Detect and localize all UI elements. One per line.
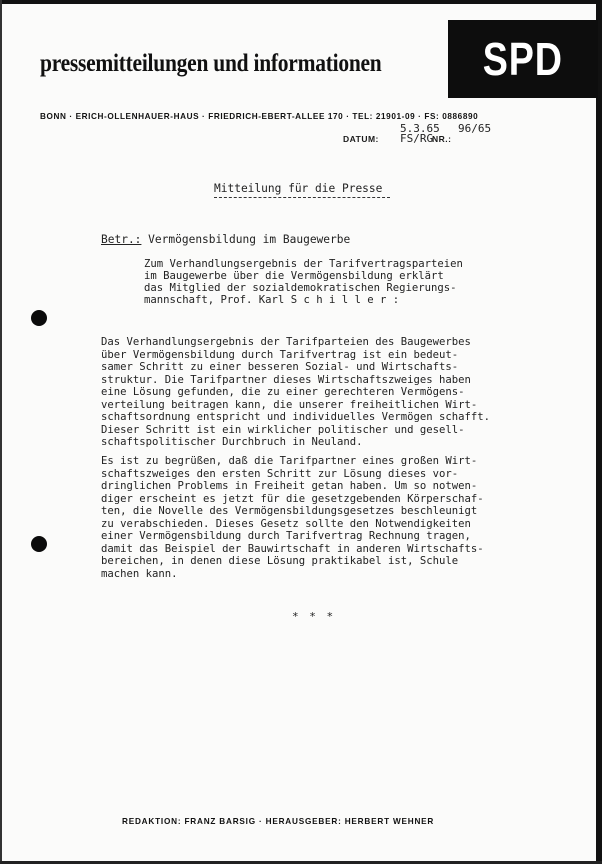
paragraph-line: samer Schritt zu einer besseren Sozial- und Wirtschafts- — [101, 361, 459, 373]
date-label: DATUM: — [343, 134, 379, 144]
closing-mark: * * * — [292, 610, 336, 623]
paragraph-line: schaftszweiges den ersten Schritt zur Lösung dieses vor- — [101, 467, 459, 480]
paragraph-line: zu verabschieden. Dieses Gesetz sollte den Notwendigkeiten — [101, 517, 471, 530]
heading-underline — [214, 197, 390, 198]
number-label: NR.: — [432, 134, 452, 144]
paragraph-line: eine Lösung gefunden, die zu einer gerechteren Vermögens- — [101, 386, 465, 398]
lead-line: Zum Verhandlungsergebnis der Tarifvertragsparteien — [144, 258, 463, 270]
masthead-title: pressemitteilungen und informationen — [40, 50, 382, 77]
paragraph-line: dringlichen Problems in Freiheit getan haben. Um so notwen- — [101, 480, 478, 492]
paragraph-line: diger erscheint es jetzt für die gesetzgebenden Körperschaf- — [101, 492, 484, 505]
footer-credits: REDAKTION: FRANZ BARSIG · HERAUSGEBER: HERBERT WEHNER — [122, 817, 435, 826]
paragraph-line: schaftspolitischer Durchbruch in Neuland. — [101, 436, 363, 448]
paragraph-line: über Vermögensbildung durch Tarifvertrag ist ein bedeut- — [101, 348, 459, 361]
paragraph-line: verteilung beitragen kann, die unserer freiheitlichen Wirt- — [101, 398, 478, 411]
paragraph-line: Es ist zu begrüßen, daß die Tarifpartner eines großen Wirt- — [101, 455, 478, 467]
lead-line: im Baugewerbe über die Vermögensbildung erklärt — [144, 270, 444, 282]
author-initials: FS/RG — [400, 132, 434, 145]
letterhead-address: BONN · ERICH-OLLENHAUER-HAUS · FRIEDRICH-EBERT-ALLEE 170 · TEL: 21901-09 · FS: 0886890 — [40, 112, 479, 121]
paragraph-line: struktur. Die Tarifpartner dieses Wirtschaftszweiges haben — [101, 373, 471, 386]
body-paragraph-2 — [101, 455, 484, 580]
spd-logo-text: SPD — [482, 33, 564, 85]
subject-prefix: Betr.: — [101, 233, 142, 246]
paragraph-line: einer Vermögensbildung durch Tarifvertrag Rechnung tragen, — [101, 530, 471, 542]
lead-line: das Mitglied der sozialdemokratischen Regierungs- — [144, 282, 457, 294]
paragraph-line: Das Verhandlungsergebnis der Tarifparteien des Baugewerbes — [101, 336, 471, 348]
paragraph-line: bereichen, in denen diese Lösung praktikabel ist, Schule — [101, 555, 459, 567]
paragraph-line: schaftsordnung entspricht und individuelles Vermögen schafft. — [101, 411, 491, 423]
body-paragraph-1 — [101, 336, 490, 449]
subject-line — [101, 233, 350, 246]
spd-logo — [448, 20, 598, 98]
date-value: 5.3.65 — [400, 122, 440, 135]
lead-paragraph — [144, 258, 463, 306]
paragraph-line: Dieser Schritt ist ein wirklicher politischer und gesell- — [101, 423, 465, 436]
subject-text: Vermögensbildung im Baugewerbe — [148, 233, 351, 246]
scan-edge-right — [596, 0, 602, 864]
press-heading: Mitteilung für die Presse — [214, 182, 383, 195]
release-number: 96/65 — [458, 122, 492, 135]
scan-edge-left — [0, 0, 2, 864]
paragraph-line: ten, die Novelle des Vermögensbildungsgesetzes beschleunigt — [101, 505, 478, 517]
lead-line: mannschaft, Prof. Karl S c h i l l e r : — [144, 294, 400, 306]
punch-hole-lower — [31, 536, 47, 552]
paragraph-line: damit das Beispiel der Bauwirtschaft in anderen Wirtschafts- — [101, 542, 484, 555]
paragraph-line: machen kann. — [101, 567, 178, 580]
scan-edge-top — [0, 0, 602, 4]
punch-hole-upper — [31, 310, 47, 326]
